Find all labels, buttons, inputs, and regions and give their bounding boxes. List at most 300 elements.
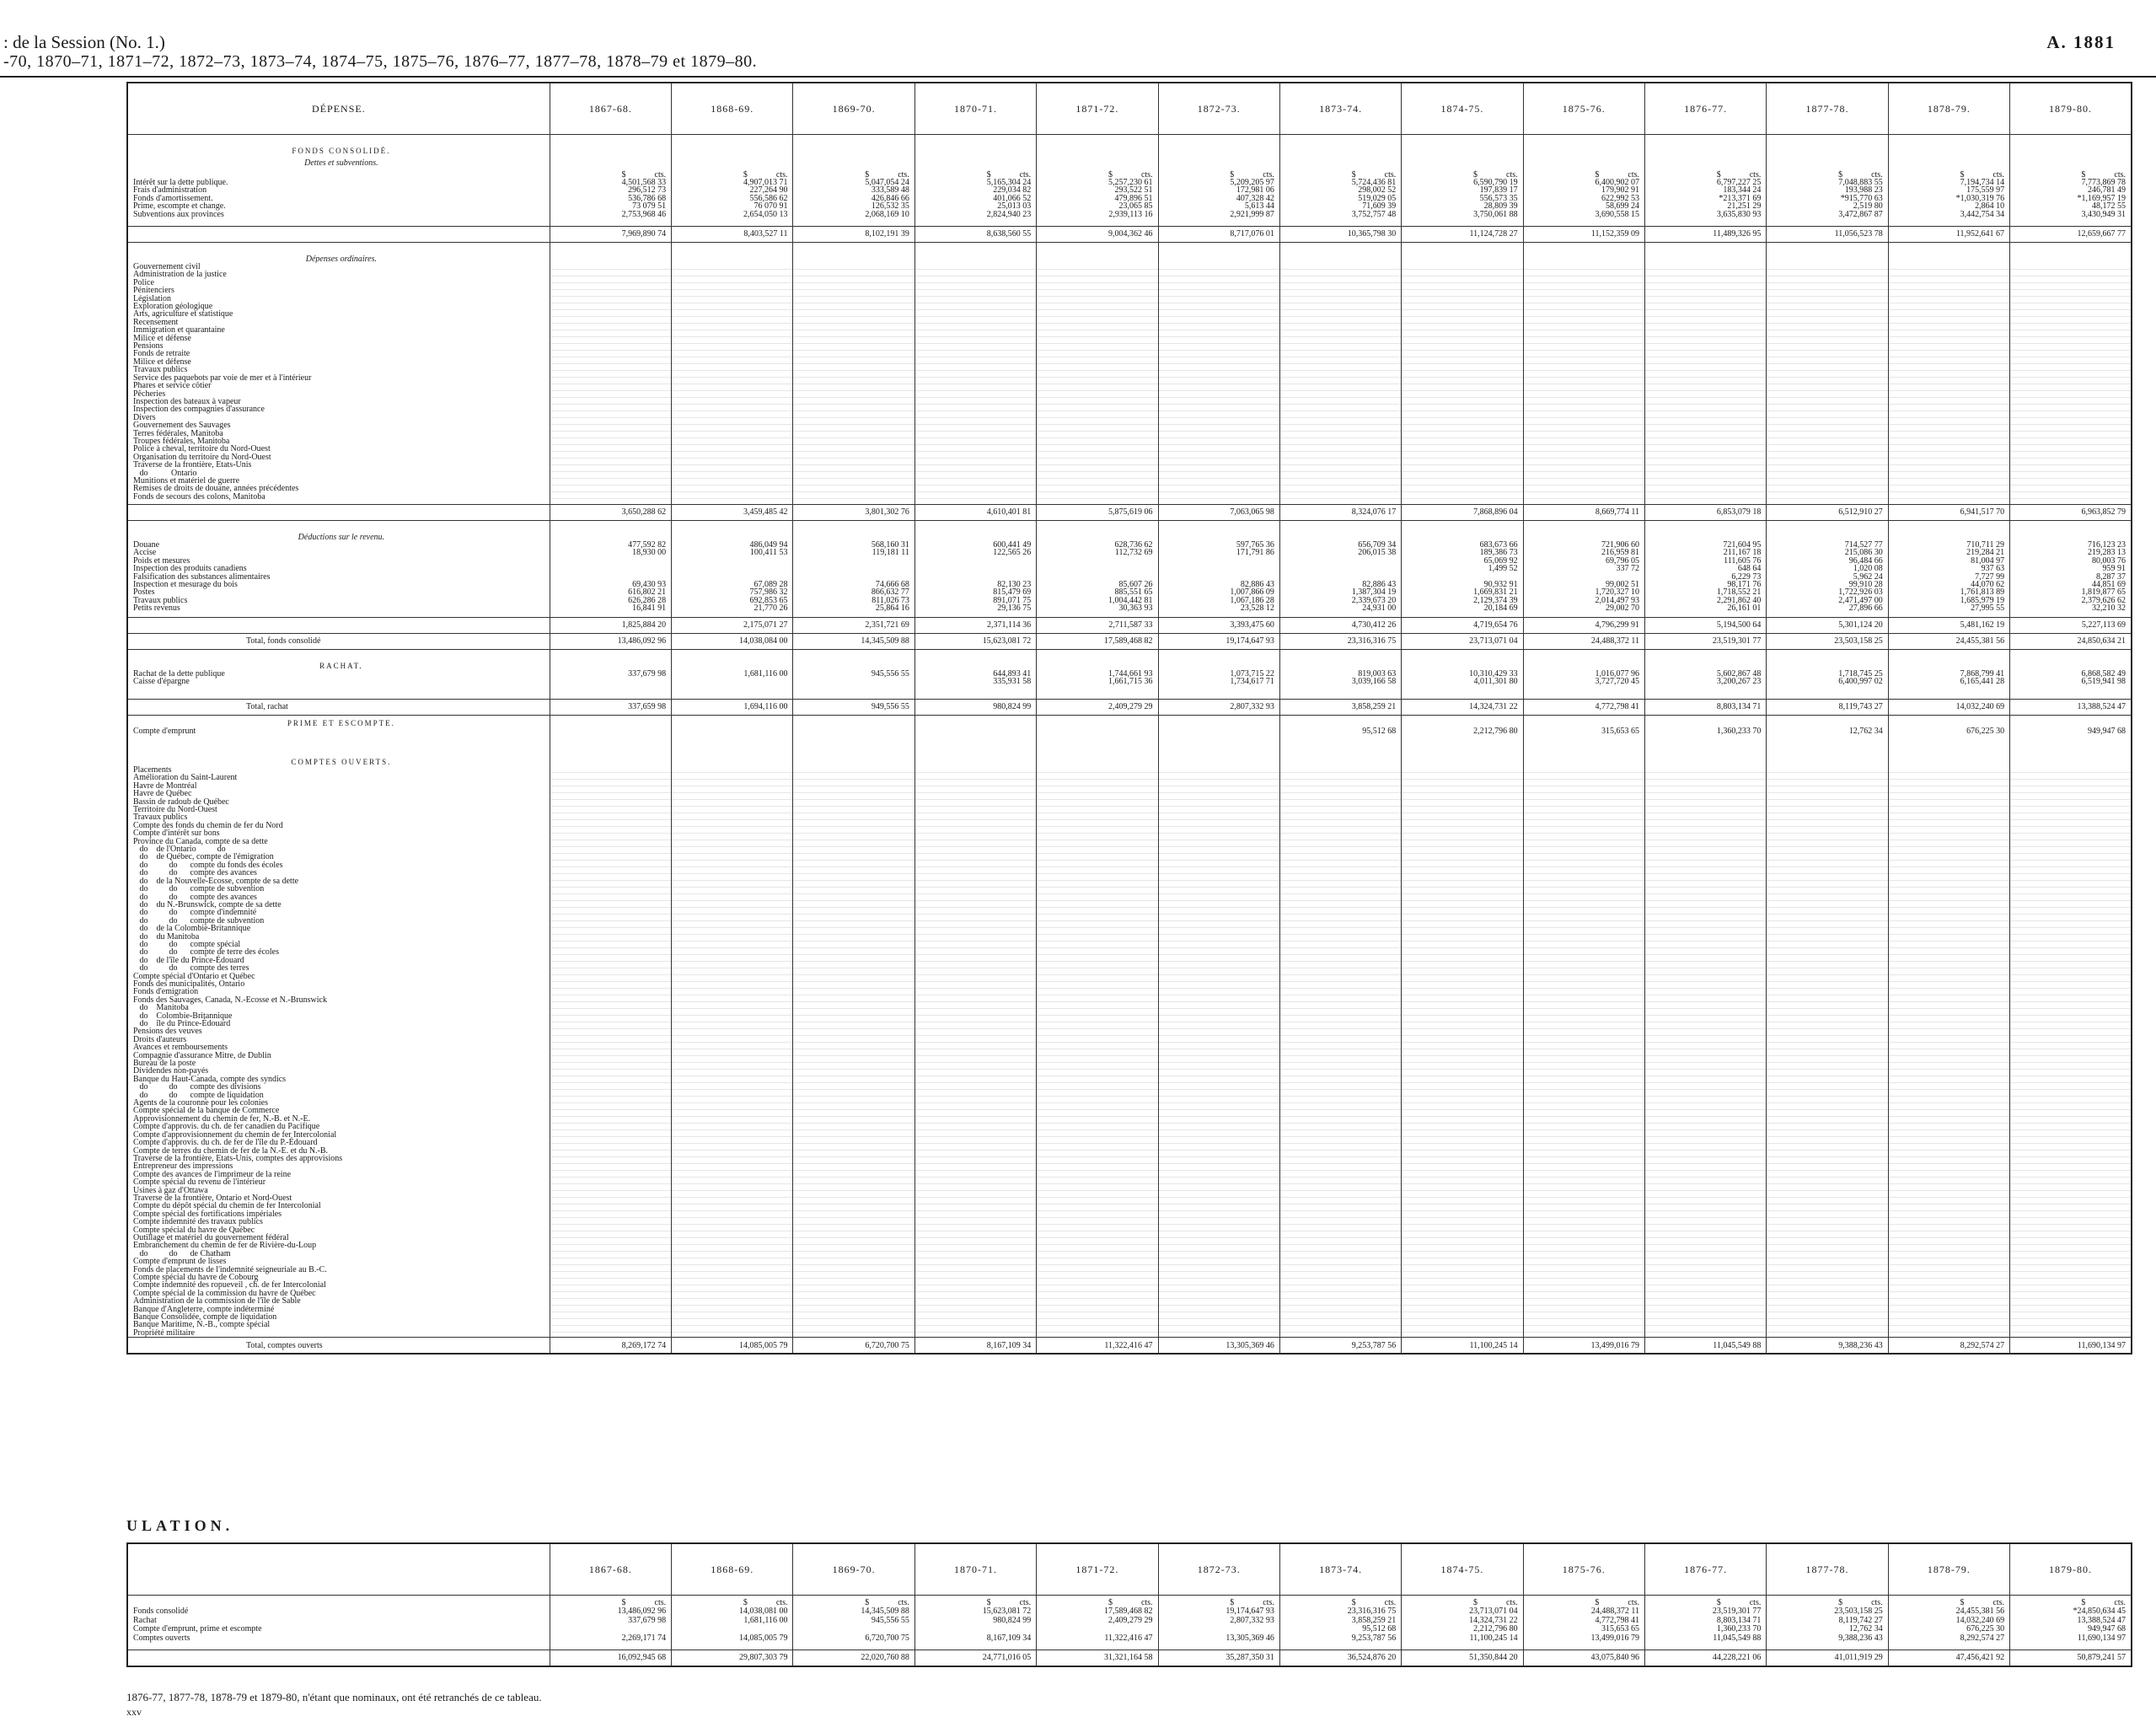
spacer-cell [672,521,793,530]
spacer-cell [127,135,550,144]
comptes-block-values [1644,766,1766,1338]
revenu-total-row-value: 2,371,114 36 [914,618,1036,634]
empty-cell [672,251,793,263]
spacer-row [127,243,2132,252]
recap-values: 23,316,316 75 3,858,259 21 95,512 68 9,253,787 56 [1279,1607,1401,1650]
empty-cell [2010,529,2132,541]
spacer-cell [1644,135,1766,144]
revenu-block-values: 721,604 95 211,167 18 111,605 76 648 64 6,229 73 98,171 76 1,718,552 21 2,291,862 40 26,161 01 [1644,541,1766,618]
empty-cell [550,143,671,155]
column-title: DÉPENSE. [127,83,550,135]
rachat-block-values: 6,868,582 49 6,519,941 98 [2010,670,2132,700]
empty-cell [1279,658,1401,670]
recap-year-header: 1878-79. [1888,1543,2009,1596]
dollar-unit: $ [1716,1597,1721,1607]
cents-unit: cts. [654,169,667,179]
comptes-total-row-value: 8,269,172 74 [550,1338,671,1355]
fonds-consolide-total-row-value: 15,623,081 72 [914,634,1036,650]
dollar-unit: $ [986,1597,991,1607]
spacer-cell [793,746,914,754]
recap-values: *24,850,634 45 13,388,524 47 949,947 68 11,690,134 97 [2010,1607,2132,1650]
dettes-block-values: 4,501,568 33 296,512 73 536,786 68 73 079 51 2,753,968 46 [550,179,671,227]
dettes-block-values: 4,907,013 71 227,264 90 556,586 62 76 070 91 2,654,050 13 [672,179,793,227]
comptes-block-values [793,766,914,1338]
empty-cell [1279,754,1401,766]
recap-unit-cell [672,1596,793,1608]
rachat-block-labels: Rachat de la dette publique Caisse d'épargne [127,670,550,700]
rachat-total-row-value: 337,659 98 [550,700,671,716]
dettes-block-values: 7,194,734 14 175,559 97 *1,030,319 76 2,864 10 3,442,754 34 [1888,179,2009,227]
dettes-total-row-value: 11,952,641 67 [1888,227,2009,243]
empty-cell [1644,155,1766,167]
dollar-unit: $ [1960,169,1965,179]
header-years: -70, 1870–71, 1871–72, 1872–73, 1873–74, 1874–75, 1875–76, 1876–77, 1877–78, 1878–79 et 1879–80. [3,52,758,71]
revenu-block-values: 716,123 23 219,283 13 80,003 76 959 91 8,287 37 44,851 69 1,819,877 65 2,379,626 62 32,210 32 [2010,541,2132,618]
rachat-total-row-value: 2,409,279 29 [1037,700,1158,716]
comptes-block-values [2010,766,2132,1338]
fonds-consolide-total-row-value: 23,316,316 75 [1279,634,1401,650]
cents-unit: cts. [1871,1597,1883,1607]
spacer-cell [1523,243,1644,252]
empty-cell [672,716,793,728]
section-rachat [127,658,2132,670]
empty-cell [550,529,671,541]
revenu-block-labels: Douane Accise Poids et mesures Inspection des produits canadiens Falsification des substances alimentaires Inspection et mesurage du bois Postes Travaux publics Petits revenus [127,541,550,618]
empty-cell [1767,716,1888,728]
recap-total-value: 44,228,221 06 [1644,1650,1766,1667]
recap-year-header: 1872-73. [1158,1543,1279,1596]
empty-cell [1888,143,2009,155]
unit-cell [1158,167,1279,179]
revenu-block-values: 600,441 49 122,565 26 82,130 23 815,479 69 891,071 75 29,136 75 [914,541,1036,618]
empty-cell [914,155,1036,167]
dettes-block-values: 5,257,230 61 293,522 51 479,896 51 23,065 85 2,939,113 16 [1037,179,1158,227]
spacer-cell [672,650,793,659]
empty-cell [550,155,671,167]
section-comptes-ouverts-label: COMPTES OUVERTS. [127,754,550,766]
rachat-total-row-value: 14,032,240 69 [1888,700,2009,716]
comptes-block-values [1888,766,2009,1338]
spacer-cell [127,650,550,659]
empty-cell [550,658,671,670]
recap-unit-cell [914,1596,1036,1608]
section-fonds-consolide-label: FONDS CONSOLIDÉ. [127,143,550,155]
fonds-consolide-total-row-value: 19,174,647 93 [1158,634,1279,650]
unit-cell [1888,167,2009,179]
recap-year-header: 1870-71. [914,1543,1036,1596]
year-header: 1867-68. [550,83,671,135]
empty-cell [1158,155,1279,167]
spacer-cell [127,243,550,252]
rachat-total-row-value: 14,324,731 22 [1402,700,1523,716]
spacer-cell [1279,650,1401,659]
dettes-block-values: 5,165,304 24 229,034 82 401,066 52 25,013 03 2,824,940 23 [914,179,1036,227]
empty-cell [1037,143,1158,155]
cents-unit: cts. [775,1597,788,1607]
empty-cell [1767,155,1888,167]
spacer-cell [672,243,793,252]
prime-block-values: 12,762 34 [1767,727,1888,746]
empty-cell [1767,754,1888,766]
cents-unit: cts. [1140,169,1153,179]
recap-unit-cell [2010,1596,2132,1608]
ordinaires-total-row-value: 4,610,401 81 [914,505,1036,521]
recap-year-header: 1876-77. [1644,1543,1766,1596]
subsection-dettes [127,155,2132,167]
dettes-block-values: 5,047,054 24 333,589 48 426,846 66 126,532 35 2,068,169 10 [793,179,914,227]
empty-cell [1158,658,1279,670]
recap-unit-cell [793,1596,914,1608]
year-header: 1870-71. [914,83,1036,135]
comptes-block [127,766,2132,1338]
spacer-cell [672,746,793,754]
comptes-total-row-value: 11,322,416 47 [1037,1338,1158,1355]
spacer-cell [1888,521,2009,530]
ordinaires-total-row-label [127,505,550,521]
revenu-total-row-value: 4,730,412 26 [1279,618,1401,634]
spacer-cell [1279,135,1401,144]
unit-row [127,167,2132,179]
empty-cell [1037,251,1158,263]
recap-title-cell [127,1543,550,1596]
year-header: 1868-69. [672,83,793,135]
recap-values: 13,486,092 96 337,679 98 2,269,171 74 [550,1607,671,1650]
recap-year-header: 1879-80. [2010,1543,2132,1596]
dettes-total-row-value: 11,124,728 27 [1402,227,1523,243]
empty-cell [1158,716,1279,728]
spacer-cell [1279,243,1401,252]
rachat-block-values: 1,681,116 00 [672,670,793,700]
ordinaires-block-values [1888,263,2009,505]
unit-cell [1037,167,1158,179]
recap-unit-cell [1644,1596,1766,1608]
empty-cell [2010,754,2132,766]
cents-unit: cts. [775,169,788,179]
dettes-total-row-value: 8,638,560 55 [914,227,1036,243]
spacer-cell [1888,746,2009,754]
empty-cell [1644,529,1766,541]
dollar-unit: $ [1107,1597,1113,1607]
empty-cell [1888,529,2009,541]
dollar-unit: $ [1473,1597,1478,1607]
empty-cell [1279,155,1401,167]
cents-unit: cts. [1263,1597,1274,1607]
unit-cell [793,167,914,179]
spacer-cell [914,243,1036,252]
spacer-cell [2010,650,2132,659]
recap-values: 23,519,301 77 8,803,134 71 1,360,233 70 11,045,549 88 [1644,1607,1766,1650]
unit-cell [2010,167,2132,179]
fonds-consolide-total-row-value: 14,345,509 88 [793,634,914,650]
prime-block-values [550,727,671,746]
empty-cell [914,716,1036,728]
subsection-depenses-ordinaires-label: Dépenses ordinaires. [127,251,550,263]
recap-total-row [127,1650,2132,1667]
empty-cell [1402,251,1523,263]
comptes-block-labels: Placements Amélioration du Saint-Laurent Havre de Montréal Havre de Québec Bassin de radoub de Québec Territoire du Nord-Ouest Travaux publics Compte des fonds du chemin de fer du Nord Compte d'intérêt sur bons Province du Canada, compte de sa dette do de l'Ontario do do de Québec, compte de l'émigration do do compte du fonds des écoles do do compte des avances do de la Nouvelle-Ecosse, compte de sa dette do do compte de subvention do do compte des avances do du N.-Brunswick, compte de sa dette do do compte d'indemnité do do compte de subvention do de la Colombie-Britannique do du Manitoba do do compte spécial do do compte de terre des écoles do de l'île du Prince-Édouard do do compte des terres Compte spécial d'Ontario et Québec Fonds des municipalités, Ontario Fonds d'emigration Fonds des Sauvages, Canada, N.-Ecosse et N.-Brunswick do Manitoba do Colombie-Britannique do île du Prince-Édouard Pensions des veuves Droits d'auteurs Avances et remboursements Compagnie d'assurance Mitre, de Dublin Bureau de la poste Dividendes non-payés Banque du Haut-Canada, compte des syndics do do compte des divisions do do compte de liquidation Agents de la couronne pour les colonies Compte spécial de la banque de Commerce Approvisionnement du chemin de fer, N.-B. et N.-E. Compte d'approvis. du ch. de fer canadien du Pacifique Compte d'approvisionnement du chemin de fer Intercolonial Compte d'approvis. du ch. de fer de l'île du P.-Édouard Compte de terres du chemin de fer de la N.-E. et du N.-B. Traverse de la frontière, Etats-Unis, comptes des approvisions Entrepreneur des impressions Compte des avances de l'imprimeur de la reine Compte spécial du revenu de l'intérieur Usines à gaz d'Ottawa Traverse de la frontière, Ontario et Nord-Ouest Compte du dépôt spécial du chemin de fer Intercolonial Compte spécial des fortifications impériales Compte indemnité des travaux publics Compte spécial du havre de Québec Outillage et matériel du gouvernement fédéral Embranchement du chemin de fer de Rivière-du-Loup do do de Chatham Compte d'emprunt de lisses Fonds de placements de l'indemnité seigneuriale au B.-C. Compte spécial du havre de Cobourg Compte indemnité des ropueveil , ch. de fer Intercolonial Compte spécial de la commission du havre de Québec Administration de la commission de l'île de Sable Banque d'Angleterre, compte indéterminé Banque Consolidée, compte de liquidation Banque Maritime, N.-B., compte spécial Propriété militaire [127,766,550,1338]
unit-cell [1644,167,1766,179]
spacer-cell [1158,135,1279,144]
revenu-total-row-value: 2,175,071 27 [672,618,793,634]
recap-unit-cell [1158,1596,1279,1608]
empty-cell [672,658,793,670]
empty-cell [1523,251,1644,263]
recap-values: 15,623,081 72 980,824 99 8,167,109 34 [914,1607,1036,1650]
comptes-block-values [914,766,1036,1338]
year-header: 1877-78. [1767,83,1888,135]
recap-total-value: 31,321,164 58 [1037,1650,1158,1667]
rachat-block-values: 1,744,661 93 1,661,715 36 [1037,670,1158,700]
cents-unit: cts. [1871,169,1883,179]
revenu-block [127,541,2132,618]
ordinaires-block-values [1037,263,1158,505]
rachat-block-values: 10,310,429 33 4,011,301 80 [1402,670,1523,700]
empty-cell [672,143,793,155]
prime-block-values [914,727,1036,746]
cents-unit: cts. [1749,169,1762,179]
empty-cell [793,658,914,670]
comptes-total-row-value: 11,045,549 88 [1644,1338,1766,1355]
spacer-cell [1644,650,1766,659]
empty-cell [1523,155,1644,167]
rachat-total-row-value: 2,807,332 93 [1158,700,1279,716]
spacer-cell [1402,746,1523,754]
year-header: 1875-76. [1523,83,1644,135]
prime-block-values [793,727,914,746]
revenu-block-values: 656,709 34 206,015 38 82,886 43 1,387,304 19 2,339,673 20 24,931 00 [1279,541,1401,618]
recap-values-row [127,1607,2132,1650]
spacer-cell [1279,746,1401,754]
empty-cell [1037,155,1158,167]
ordinaires-block-values [1158,263,1279,505]
page-header [0,0,2156,76]
spacer-cell [1402,521,1523,530]
spacer-cell [1767,243,1888,252]
prime-block-values: 949,947 68 [2010,727,2132,746]
spacer-cell [1523,746,1644,754]
fonds-consolide-total-row-value: 23,503,158 25 [1767,634,1888,650]
dollar-unit: $ [1107,169,1113,179]
recap-values: 23,503,158 25 8,119,742 27 12,762 34 9,388,236 43 [1767,1607,1888,1650]
empty-cell [550,754,671,766]
expenditure-table [126,82,2132,1355]
section-prime-escompte-label: PRIME ET ESCOMPTE. [127,716,550,728]
recap-total-value: 35,287,350 31 [1158,1650,1279,1667]
revenu-total-row-value: 5,481,162 19 [1888,618,2009,634]
spacer-cell [2010,521,2132,530]
year-header: 1869-70. [793,83,914,135]
recap-values: 19,174,647 93 2,807,332 93 13,305,369 46 [1158,1607,1279,1650]
spacer-cell [1767,650,1888,659]
spacer-cell [1523,135,1644,144]
cents-unit: cts. [898,1597,909,1607]
cents-unit: cts. [1384,169,1397,179]
revenu-total-row-value: 1,825,884 20 [550,618,671,634]
empty-cell [914,251,1036,263]
spacer-cell [127,521,550,530]
dettes-total-row-value: 11,056,523 78 [1767,227,1888,243]
empty-cell [1279,251,1401,263]
recap-unit-spacer [127,1596,550,1608]
recap-total-value: 43,075,840 96 [1523,1650,1644,1667]
rachat-total-row-value: 980,824 99 [914,700,1036,716]
empty-cell [1888,155,2009,167]
dollar-unit: $ [621,169,626,179]
dettes-total-row-value: 9,004,362 46 [1037,227,1158,243]
spacer-row [127,746,2132,754]
recap-total-label [127,1650,550,1667]
spacer-cell [1644,746,1766,754]
ordinaires-block-values [1644,263,1766,505]
revenu-block-values: 721,906 60 216,959 81 69,796 05 337 72 99,002 51 1,720,327 10 2,014,497 93 29,002 70 [1523,541,1644,618]
spacer-cell [1037,243,1158,252]
empty-cell [1523,658,1644,670]
empty-cell [2010,251,2132,263]
unit-cell [1767,167,1888,179]
empty-cell [1402,716,1523,728]
ordinaires-total-row-value: 7,868,896 04 [1402,505,1523,521]
ordinaires-total-row-value: 7,063,065 98 [1158,505,1279,521]
empty-cell [1158,251,1279,263]
unit-cell [914,167,1036,179]
revenu-block-values: 597,765 36 171,791 86 82,886 43 1,007,866 09 1,067,186 28 23,528 12 [1158,541,1279,618]
recap-year-header: 1871-72. [1037,1543,1158,1596]
empty-cell [672,155,793,167]
dettes-total-row-value: 8,102,191 39 [793,227,914,243]
recap-year-header: 1873-74. [1279,1543,1401,1596]
rachat-block-values: 1,073,715 22 1,734,617 71 [1158,670,1279,700]
rachat-block-values: 1,016,077 96 3,727,720 45 [1523,670,1644,700]
empty-cell [914,143,1036,155]
section-comptes-ouverts [127,754,2132,766]
comptes-total-row-value: 9,253,787 56 [1279,1338,1401,1355]
rachat-block-values: 7,868,799 41 6,165,441 28 [1888,670,2009,700]
empty-cell [1767,251,1888,263]
ordinaires-block-values [672,263,793,505]
empty-cell [1644,658,1766,670]
ordinaires-total-row-value: 3,650,288 62 [550,505,671,521]
fonds-consolide-total-row-value: 14,038,084 00 [672,634,793,650]
cents-unit: cts. [1019,169,1032,179]
spacer-cell [914,650,1036,659]
empty-cell [793,754,914,766]
fonds-consolide-total-row [127,634,2132,650]
cents-unit: cts. [2114,1597,2126,1607]
rachat-total-row-value: 13,388,524 47 [2010,700,2132,716]
empty-cell [1158,529,1279,541]
spacer-cell [1888,135,2009,144]
spacer-cell [914,746,1036,754]
spacer-cell [793,521,914,530]
comptes-block-values [1279,766,1401,1338]
comptes-total-row [127,1338,2132,1355]
empty-cell [1402,529,1523,541]
spacer-cell [1402,650,1523,659]
year-header-row [127,83,2132,135]
empty-cell [1158,754,1279,766]
fonds-consolide-total-row-value: 23,713,071 04 [1402,634,1523,650]
revenu-block-values: 714,527 77 215,086 30 96,484 66 1,020 08 5,962 24 99,910 28 1,722,926 03 2,471,497 00 27,896 66 [1767,541,1888,618]
empty-cell [1279,716,1401,728]
cents-unit: cts. [1019,1597,1032,1607]
dettes-block-labels: Intérêt sur la dette publique. Frais d'administration Fonds d'amortissement. Prime, escompte et change. Subventions aux provinces [127,179,550,227]
recap-table [126,1542,2132,1667]
comptes-total-row-value: 8,292,574 27 [1888,1338,2009,1355]
section-prime-escompte [127,716,2132,728]
ordinaires-block-values [1402,263,1523,505]
recap-year-header: 1875-76. [1523,1543,1644,1596]
subsection-deductions-revenu [127,529,2132,541]
ordinaires-block-values [2010,263,2132,505]
ordinaires-total-row-value: 8,669,774 11 [1523,505,1644,521]
comptes-block-values [1037,766,1158,1338]
fonds-consolide-total-row-value: 24,850,634 21 [2010,634,2132,650]
empty-cell [1402,658,1523,670]
comptes-block-values [1402,766,1523,1338]
recap-total-value: 51,350,844 20 [1402,1650,1523,1667]
spacer-cell [1037,650,1158,659]
section-fonds-consolide [127,143,2132,155]
ordinaires-total-row-value: 6,512,910 27 [1767,505,1888,521]
revenu-block-values: 568,160 31 119,181 11 74,666 68 866,632 77 811,026 73 25,864 16 [793,541,914,618]
recap-total-value: 47,456,421 92 [1888,1650,2009,1667]
dollar-unit: $ [2081,169,2086,179]
dettes-block-values: 6,797,227 25 183,344 24 *213,371 69 21,251 29 3,635,830 93 [1644,179,1766,227]
recap-values: 24,488,372 11 4,772,798 41 315,653 65 13,499,016 79 [1523,1607,1644,1650]
empty-cell [1888,251,2009,263]
prime-block-values: 2,212,796 80 [1402,727,1523,746]
cents-unit: cts. [1628,1597,1639,1607]
empty-cell [1644,716,1766,728]
ordinaires-total-row [127,505,2132,521]
spacer-cell [1888,243,2009,252]
recap-unit-cell [550,1596,671,1608]
comptes-total-row-value: 6,720,700 75 [793,1338,914,1355]
spacer-cell [793,243,914,252]
dollar-unit: $ [743,1597,748,1607]
revenu-block-values: 710,711 29 219,284 21 81,004 97 937 63 7,727 99 44,070 62 1,761,813 89 1,685,979 19 27,995 55 [1888,541,2009,618]
rachat-total-row-value: 4,772,798 41 [1523,700,1644,716]
comptes-block-values [672,766,793,1338]
recap-year-header: 1867-68. [550,1543,671,1596]
recap-values: 17,589,468 82 2,409,279 29 11,322,416 47 [1037,1607,1158,1650]
rachat-total-row-value: 949,556 55 [793,700,914,716]
dettes-block-values: 6,590,790 19 197,839 17 556,573 35 28,809 39 3,750,061 88 [1402,179,1523,227]
dettes-block-values: 7,773,869 78 246,781 49 *1,169,957 19 48,172 55 3,430,949 31 [2010,179,2132,227]
cents-unit: cts. [1263,169,1274,179]
comptes-total-row-value: 13,305,369 46 [1158,1338,1279,1355]
dollar-unit: $ [865,169,870,179]
year-header: 1878-79. [1888,83,2009,135]
header-document-number: A. 1881 [2046,32,2116,52]
empty-cell [914,529,1036,541]
recap-year-header-row [127,1543,2132,1596]
fonds-consolide-total-row-value: 13,486,092 96 [550,634,671,650]
comptes-total-row-value: 11,100,245 14 [1402,1338,1523,1355]
spacer-cell [1644,243,1766,252]
empty-cell [1888,716,2009,728]
ordinaires-total-row-value: 3,801,302 76 [793,505,914,521]
empty-cell [1037,529,1158,541]
dettes-block-values: 6,400,902 07 179,902 91 622,992 53 58,699 24 3,690,558 15 [1523,179,1644,227]
revenu-total-row-label [127,618,550,634]
rachat-total-row-value: 8,119,743 27 [1767,700,1888,716]
prime-block-values: 315,653 65 [1523,727,1644,746]
comptes-total-row-value: 13,499,016 79 [1523,1338,1644,1355]
spacer-cell [127,746,550,754]
dettes-total-row-value: 8,717,076 01 [1158,227,1279,243]
empty-cell [1888,658,2009,670]
